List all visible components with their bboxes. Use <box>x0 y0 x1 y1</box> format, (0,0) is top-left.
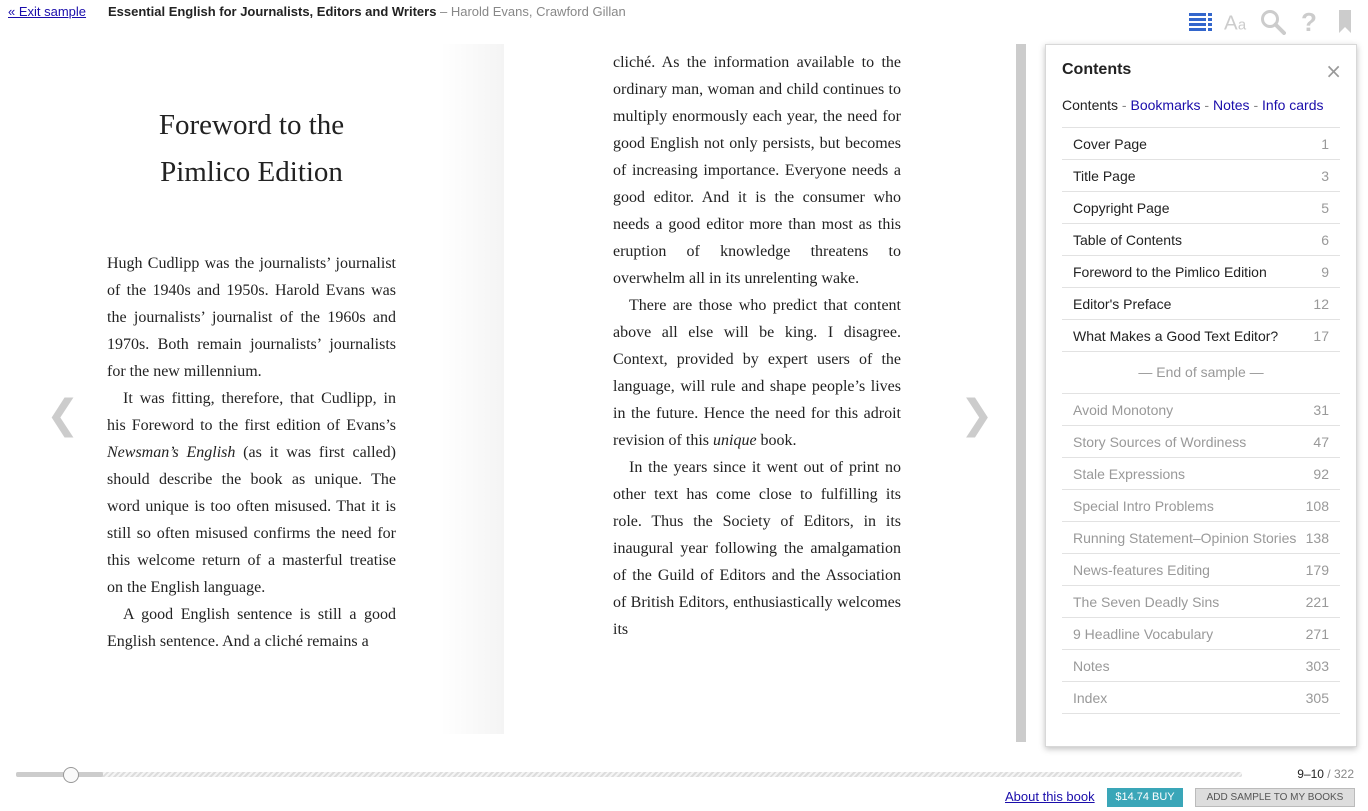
paragraph: There are those who predict that content above all else will be king. I disagree. Context, provided by expert users of the language, will rule and shape people’s lives in the future. Hence the need for this adroit revision of this unique book. <box>613 297 901 449</box>
reader-edge-bar[interactable] <box>1016 44 1026 742</box>
panel-title: Contents <box>1062 61 1132 78</box>
about-book-link[interactable]: About this book <box>1005 789 1095 804</box>
paragraph: A good English sentence is still a good English sentence. And a cliché remains a <box>107 606 396 650</box>
paragraph: It was fitting, therefore, that Cudlipp, in his Foreword to the first edition of Evans’s Newsman’s English (as it was first called) should describe the book as unique. The word unique is too often misused. That it is still so often misused confirms the need for this welcome return of a masterful treatise on the English language. <box>107 390 396 596</box>
toc-item-locked: Running Statement–Opinion Stories 138 <box>1062 522 1340 554</box>
chapter-title-line-2: Pimlico Edition <box>160 156 343 188</box>
toc-item-locked: Notes 303 <box>1062 650 1340 682</box>
tab-info-cards[interactable]: Info cards <box>1262 97 1324 113</box>
toc-item-locked: Special Intro Problems 108 <box>1062 490 1340 522</box>
svg-text:A: A <box>1224 12 1238 34</box>
panel-tabs: Contents - Bookmarks - Notes - Info cards <box>1062 97 1324 113</box>
end-of-sample-marker: — End of sample — <box>1062 352 1340 394</box>
reading-progress-handle[interactable] <box>63 767 79 783</box>
toc-item-locked: Stale Expressions 92 <box>1062 458 1340 490</box>
tab-notes[interactable]: Notes <box>1212 97 1250 113</box>
tab-bookmarks[interactable]: Bookmarks <box>1130 97 1201 113</box>
contents-panel <box>1045 44 1357 747</box>
toc-item[interactable]: Copyright Page 5 <box>1062 192 1340 224</box>
book-title: Essential English for Journalists, Editors and Writers <box>108 4 437 19</box>
contents-icon[interactable] <box>1188 9 1214 35</box>
toc-item[interactable]: What Makes a Good Text Editor? 17 <box>1062 320 1340 352</box>
help-icon[interactable] <box>1296 9 1322 35</box>
toc-item[interactable]: Table of Contents 6 <box>1062 224 1340 256</box>
toc-item-locked: The Seven Deadly Sins 221 <box>1062 586 1340 618</box>
chapter-title <box>107 102 396 196</box>
toc-item-locked: Story Sources of Wordiness 47 <box>1062 426 1340 458</box>
toc-item-locked: 9 Headline Vocabulary 271 <box>1062 618 1340 650</box>
svg-text:a: a <box>1237 17 1247 34</box>
reading-progress-fill <box>16 772 103 777</box>
next-page-arrow-icon[interactable]: ❯ <box>960 392 994 438</box>
svg-text:?: ? <box>1301 9 1317 35</box>
add-sample-button[interactable]: ADD SAMPLE TO MY BOOKS <box>1195 788 1355 807</box>
page-total: / 322 <box>1323 767 1354 781</box>
toc-item[interactable]: Editor's Preface 12 <box>1062 288 1340 320</box>
paragraph: cliché. As the information available to the ordinary man, woman and child continues to multiply enormously each year, the need for good English not only persists, but becomes of increasing importance. Everyone needs a good editor. And it is the consumer who needs a good editor more than most as this eruption of knowledge threatens to overwhelm all in its unrelenting wake. <box>613 54 901 287</box>
paragraph: Hugh Cudlipp was the journalists’ journalist of the 1940s and 1950s. Harold Evans was the journalists’ journalist of the 1960s and 1970s. Both remain journalists’ journalists for the new millennium. <box>107 255 396 380</box>
exit-sample-link[interactable]: « Exit sample <box>8 4 87 19</box>
tab-contents: Contents <box>1062 97 1119 113</box>
search-icon[interactable] <box>1260 9 1286 35</box>
left-page-text <box>107 250 396 655</box>
toc-item-locked: Avoid Monotony 31 <box>1062 394 1340 426</box>
page-spine-shadow <box>440 44 504 734</box>
toolbar-icons <box>1188 8 1358 36</box>
right-page-text <box>613 49 901 643</box>
toc-item[interactable]: Cover Page 1 <box>1062 127 1340 160</box>
bookmark-icon[interactable] <box>1332 9 1358 35</box>
reading-progress-track[interactable] <box>16 772 1242 777</box>
close-icon[interactable]: × <box>1325 59 1342 83</box>
chapter-title-line-1: Foreword to the <box>158 109 345 141</box>
toc-list <box>1062 127 1340 714</box>
page-indicator <box>1297 767 1354 781</box>
toc-item[interactable]: Title Page 3 <box>1062 160 1340 192</box>
toc-item-locked: News-features Editing 179 <box>1062 554 1340 586</box>
toc-item-locked: Index 305 <box>1062 682 1340 714</box>
top-bar <box>0 0 1368 35</box>
toc-item[interactable]: Foreword to the Pimlico Edition 9 <box>1062 256 1340 288</box>
page-range: 9–10 <box>1297 767 1324 781</box>
font-size-icon[interactable] <box>1224 9 1250 35</box>
paragraph: In the years since it went out of print no other text has come close to fulfilling its role. Thus the Society of Editors, in its inaugural year following the amalgamation of the Guild of Editors and the Association of British Editors, enthusiastically welcomes its <box>613 459 901 638</box>
book-authors: – Harold Evans, Crawford Gillan <box>440 4 626 19</box>
previous-page-arrow-icon[interactable]: ❮ <box>46 392 80 438</box>
book-reader <box>0 44 1026 744</box>
buy-button[interactable]: $14.74 BUY <box>1107 788 1183 807</box>
